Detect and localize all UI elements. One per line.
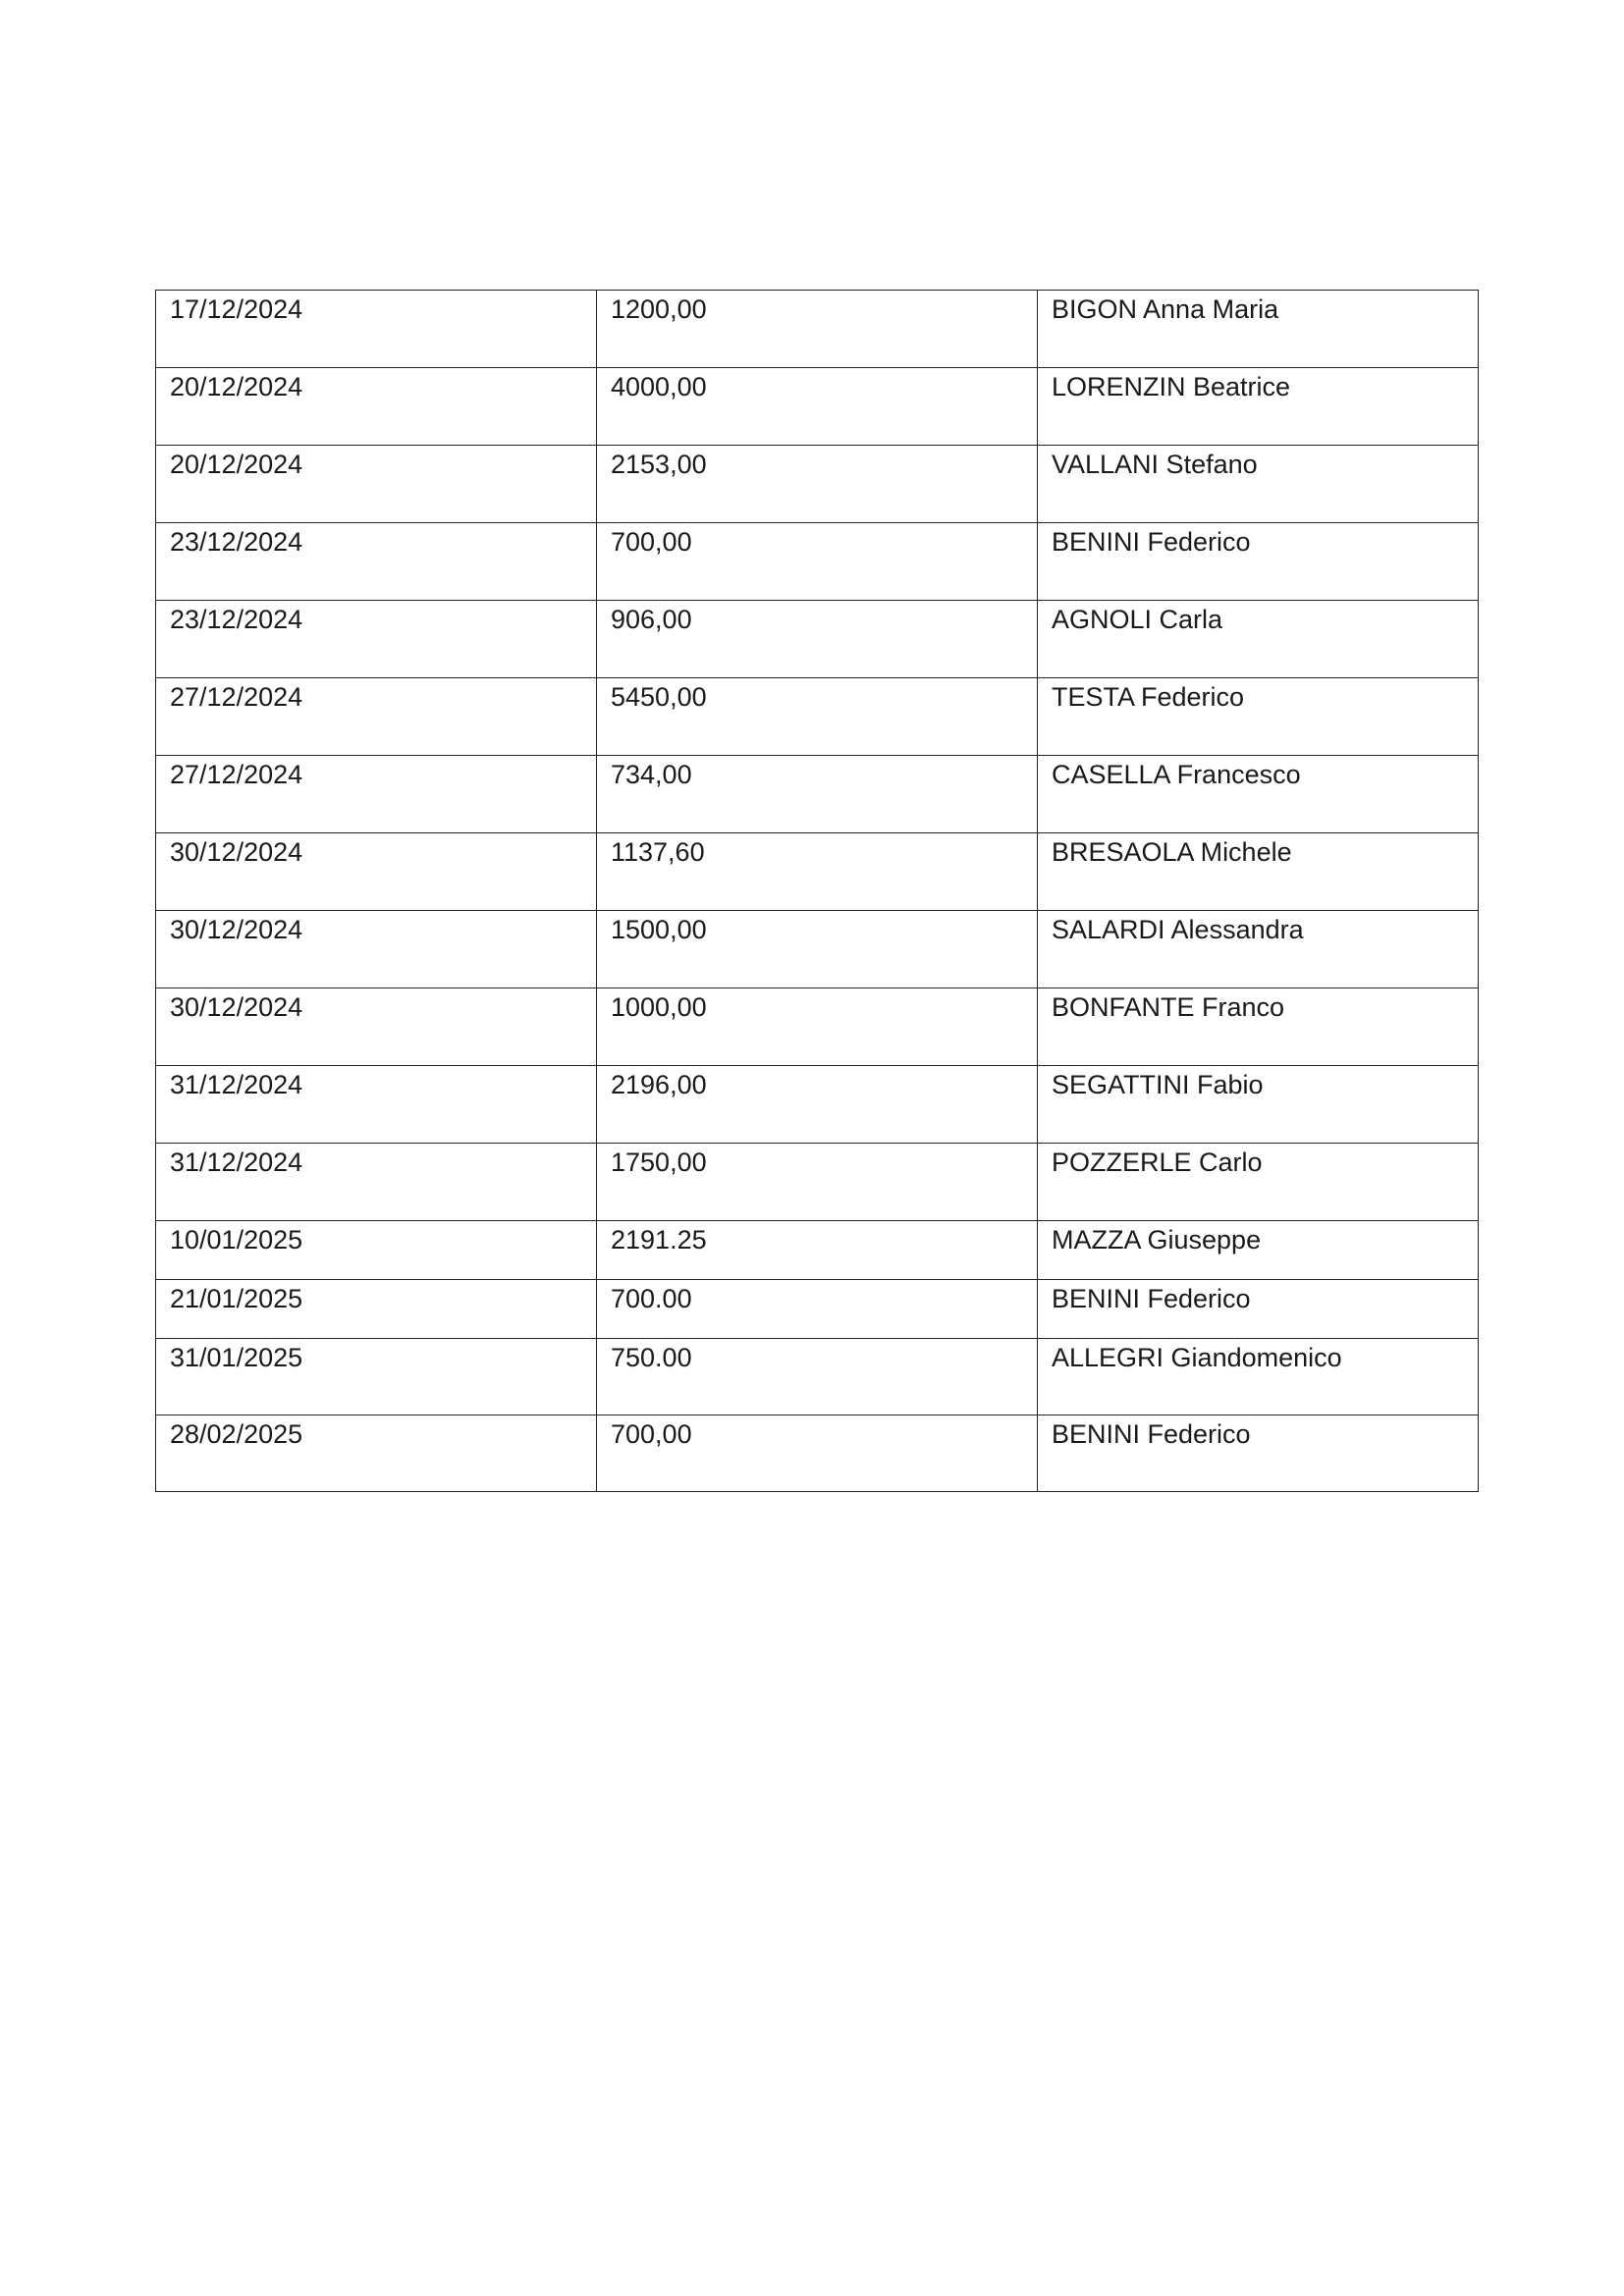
table-row [156, 291, 1479, 368]
name-cell: BIGON Anna Maria [1038, 291, 1479, 368]
table-row [156, 1339, 1479, 1415]
name-cell: POZZERLE Carlo [1038, 1144, 1479, 1221]
table-row [156, 1415, 1479, 1492]
amount-cell: 700.00 [597, 1280, 1038, 1339]
table-row [156, 1066, 1479, 1144]
date-cell: 31/12/2024 [156, 1066, 597, 1144]
name-cell: BENINI Federico [1038, 523, 1479, 601]
date-cell: 20/12/2024 [156, 446, 597, 523]
name-cell: BRESAOLA Michele [1038, 833, 1479, 911]
amount-cell: 1750,00 [597, 1144, 1038, 1221]
date-cell: 27/12/2024 [156, 678, 597, 756]
amount-cell: 1137,60 [597, 833, 1038, 911]
table-row [156, 1144, 1479, 1221]
amount-cell: 906,00 [597, 601, 1038, 678]
table-row [156, 368, 1479, 446]
name-cell: AGNOLI Carla [1038, 601, 1479, 678]
amount-cell: 734,00 [597, 756, 1038, 833]
amount-cell: 4000,00 [597, 368, 1038, 446]
date-cell: 21/01/2025 [156, 1280, 597, 1339]
name-cell: ALLEGRI Giandomenico [1038, 1339, 1479, 1415]
amount-cell: 2153,00 [597, 446, 1038, 523]
name-cell: BENINI Federico [1038, 1280, 1479, 1339]
table-row [156, 833, 1479, 911]
amount-cell: 2196,00 [597, 1066, 1038, 1144]
date-cell: 30/12/2024 [156, 911, 597, 988]
name-cell: VALLANI Stefano [1038, 446, 1479, 523]
name-cell: SEGATTINI Fabio [1038, 1066, 1479, 1144]
name-cell: BENINI Federico [1038, 1415, 1479, 1492]
date-cell: 23/12/2024 [156, 601, 597, 678]
table-row [156, 1221, 1479, 1280]
table-row [156, 988, 1479, 1066]
amount-cell: 1500,00 [597, 911, 1038, 988]
table-row [156, 678, 1479, 756]
name-cell: MAZZA Giuseppe [1038, 1221, 1479, 1280]
name-cell: LORENZIN Beatrice [1038, 368, 1479, 446]
amount-cell: 1200,00 [597, 291, 1038, 368]
date-cell: 31/01/2025 [156, 1339, 597, 1415]
date-cell: 17/12/2024 [156, 291, 597, 368]
date-cell: 30/12/2024 [156, 833, 597, 911]
amount-cell: 2191.25 [597, 1221, 1038, 1280]
date-cell: 28/02/2025 [156, 1415, 597, 1492]
name-cell: CASELLA Francesco [1038, 756, 1479, 833]
date-cell: 20/12/2024 [156, 368, 597, 446]
date-cell: 27/12/2024 [156, 756, 597, 833]
table-row [156, 1280, 1479, 1339]
amount-cell: 5450,00 [597, 678, 1038, 756]
name-cell: BONFANTE Franco [1038, 988, 1479, 1066]
table-row [156, 446, 1479, 523]
table-row [156, 601, 1479, 678]
amount-cell: 1000,00 [597, 988, 1038, 1066]
table-row [156, 911, 1479, 988]
payments-table [155, 290, 1479, 1492]
date-cell: 23/12/2024 [156, 523, 597, 601]
table-row [156, 523, 1479, 601]
table-row [156, 756, 1479, 833]
amount-cell: 750.00 [597, 1339, 1038, 1415]
date-cell: 10/01/2025 [156, 1221, 597, 1280]
date-cell: 31/12/2024 [156, 1144, 597, 1221]
amount-cell: 700,00 [597, 1415, 1038, 1492]
name-cell: TESTA Federico [1038, 678, 1479, 756]
amount-cell: 700,00 [597, 523, 1038, 601]
name-cell: SALARDI Alessandra [1038, 911, 1479, 988]
date-cell: 30/12/2024 [156, 988, 597, 1066]
